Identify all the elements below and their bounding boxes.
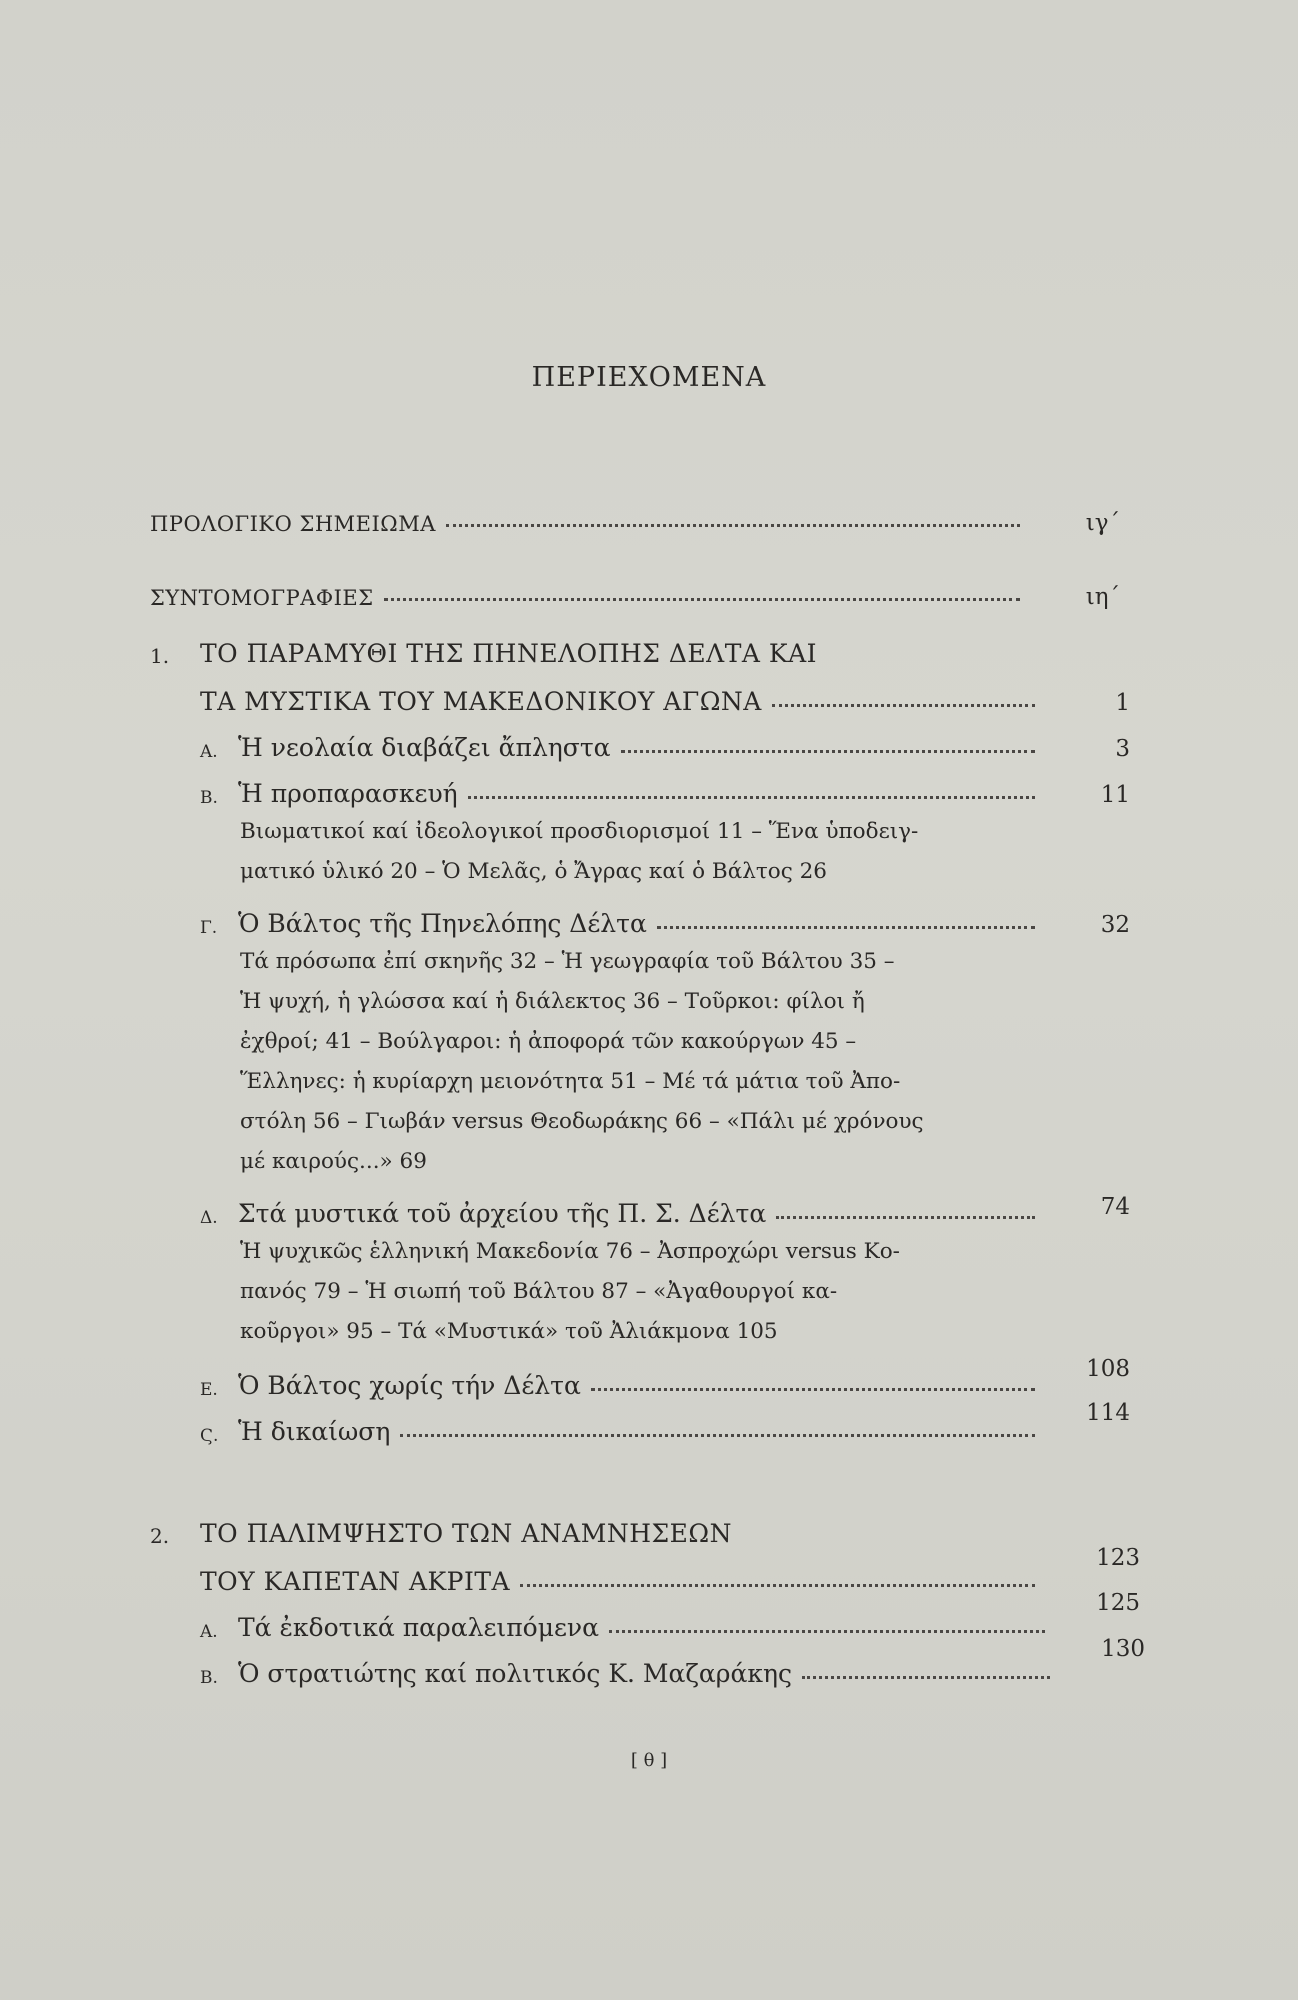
section-title: Ὁ στρατιώτης καί πολιτικός Κ. Μαζαράκης bbox=[238, 1659, 792, 1688]
section-entry bbox=[200, 1360, 1045, 1400]
subsection-line: Βιωματικοί καί ἰδεολογικοί προσδιορισμοί 11 – Ἕνα ὑποδειγ- bbox=[240, 819, 919, 844]
dot-leader bbox=[468, 796, 1035, 799]
toc-page-number: 114 bbox=[1086, 1400, 1130, 1426]
toc-entry-abbreviations bbox=[150, 570, 1030, 610]
toc-entry-prologue bbox=[150, 496, 1030, 536]
section-letter: Α. bbox=[200, 1622, 218, 1642]
dot-leader bbox=[520, 1584, 1035, 1587]
section-title: Ἡ δικαίωση bbox=[238, 1417, 391, 1446]
chapter-heading bbox=[150, 1508, 1050, 1548]
dot-leader bbox=[802, 1676, 1050, 1679]
subsection-line: πανός 79 – Ἡ σιωπή τοῦ Βάλτου 87 – «Ἀγαθουργοί κα- bbox=[240, 1279, 838, 1304]
dot-leader bbox=[446, 524, 1020, 527]
subsection-line: ματικό ὑλικό 20 – Ὁ Μελᾶς, ὁ Ἄγρας καί ὁ Βάλτος 26 bbox=[240, 859, 827, 884]
dot-leader bbox=[609, 1630, 1045, 1633]
toc-entry-title: ΠΡΟΛΟΓΙΚΟ ΣΗΜΕΙΩΜΑ bbox=[150, 512, 436, 536]
section-title: Τά ἐκδοτικά παραλειπόμενα bbox=[238, 1613, 599, 1642]
toc-page-number: 11 bbox=[1100, 782, 1130, 808]
toc-page-number: ιη΄ bbox=[1085, 584, 1120, 610]
section-title: Ὁ Βάλτος τῆς Πηνελόπης Δέλτα bbox=[238, 909, 647, 938]
section-entry bbox=[200, 768, 1045, 808]
section-entry bbox=[200, 1648, 1060, 1688]
section-entry bbox=[200, 1602, 1055, 1642]
section-letter: Β. bbox=[200, 1668, 218, 1688]
dot-leader bbox=[591, 1388, 1035, 1391]
section-entry bbox=[200, 1188, 1045, 1228]
chapter-title-line: ΤΟΥ ΚΑΠΕΤΑΝ ΑΚΡΙΤΑ bbox=[200, 1567, 511, 1596]
toc-page-number: 74 bbox=[1100, 1194, 1130, 1220]
section-letter: Ϛ. bbox=[200, 1426, 219, 1446]
subsection-line: Ἡ ψυχή, ἡ γλώσσα καί ἡ διάλεκτος 36 – Τοῦρκοι: φίλοι ἤ bbox=[240, 989, 865, 1014]
page-title: ΠΕΡΙΕΧΟΜΕΝΑ bbox=[531, 362, 767, 393]
toc-page-number: 108 bbox=[1086, 1356, 1130, 1382]
toc-page-number: 32 bbox=[1100, 912, 1130, 938]
page-number-footer: [ θ ] bbox=[630, 1750, 668, 1771]
section-entry bbox=[200, 898, 1045, 938]
chapter-title-line: ΤΑ ΜΥΣΤΙΚΑ ΤΟΥ ΜΑΚΕΔΟΝΙΚΟΥ ΑΓΩΝΑ bbox=[200, 687, 762, 716]
subsection-line: Τά πρόσωπα ἐπί σκηνῆς 32 – Ἡ γεωγραφία τοῦ Βάλτου 35 – bbox=[240, 949, 895, 974]
section-letter: Ε. bbox=[200, 1380, 218, 1400]
subsection-line: Ἡ ψυχικῶς ἑλληνική Μακεδονία 76 – Ἀσπροχώρι versus Κο- bbox=[240, 1239, 900, 1264]
chapter-heading-line2 bbox=[200, 1556, 1045, 1596]
chapter-number: 2. bbox=[150, 1524, 170, 1548]
toc-entry-title: ΣΥΝΤΟΜΟΓΡΑΦΙΕΣ bbox=[150, 586, 374, 610]
toc-page-number: ιγ΄ bbox=[1085, 510, 1120, 536]
chapter-number: 1. bbox=[150, 644, 170, 668]
subsection-line: ἐχθροί; 41 – Βούλγαροι: ἡ ἀποφορά τῶν κακούργων 45 – bbox=[240, 1029, 857, 1054]
dot-leader bbox=[772, 704, 1035, 707]
dot-leader bbox=[776, 1216, 1035, 1219]
subsection-line: Ἕλληνες: ἡ κυρίαρχη μειονότητα 51 – Μέ τά μάτια τοῦ Ἀπο- bbox=[240, 1069, 901, 1094]
toc-page-number: 1 bbox=[1115, 690, 1130, 716]
chapter-title-line: ΤΟ ΠΑΛΙΜΨΗΣΤΟ ΤΩΝ ΑΝΑΜΝΗΣΕΩΝ bbox=[200, 1519, 733, 1548]
dot-leader bbox=[621, 750, 1035, 753]
chapter-heading-line2 bbox=[200, 676, 1045, 716]
chapter-heading bbox=[150, 628, 1050, 668]
section-letter: Β. bbox=[200, 788, 218, 808]
subsection-line: μέ καιρούς...» 69 bbox=[240, 1149, 427, 1174]
dot-leader bbox=[384, 598, 1020, 601]
toc-page-number: 130 bbox=[1101, 1636, 1145, 1662]
section-letter: Α. bbox=[200, 742, 218, 762]
section-title: Ὁ Βάλτος χωρίς τήν Δέλτα bbox=[238, 1371, 581, 1400]
section-title: Στά μυστικά τοῦ ἀρχείου τῆς Π. Σ. Δέλτα bbox=[238, 1199, 767, 1228]
section-title: Ἡ προπαρασκευή bbox=[238, 779, 458, 808]
subsection-line: στόλη 56 – Γιωβάν versus Θεοδωράκης 66 – «Πάλι μέ χρόνους bbox=[240, 1109, 924, 1134]
section-title: Ἡ νεολαία διαβάζει ἄπληστα bbox=[238, 733, 611, 762]
toc-page-number: 3 bbox=[1115, 736, 1130, 762]
toc-page-number: 123 bbox=[1096, 1545, 1140, 1571]
toc-page-number: 125 bbox=[1096, 1590, 1140, 1616]
section-entry bbox=[200, 1406, 1045, 1446]
section-entry bbox=[200, 722, 1045, 762]
dot-leader bbox=[400, 1434, 1035, 1437]
subsection-line: κοῦργοι» 95 – Τά «Μυστικά» τοῦ Ἀλιάκμονα 105 bbox=[240, 1319, 778, 1344]
section-letter: Δ. bbox=[200, 1208, 218, 1228]
chapter-title-line: ΤΟ ΠΑΡΑΜΥΘΙ ΤΗΣ ΠΗΝΕΛΟΠΗΣ ΔΕΛΤΑ ΚΑΙ bbox=[200, 639, 818, 668]
dot-leader bbox=[657, 926, 1035, 929]
section-letter: Γ. bbox=[200, 918, 218, 938]
